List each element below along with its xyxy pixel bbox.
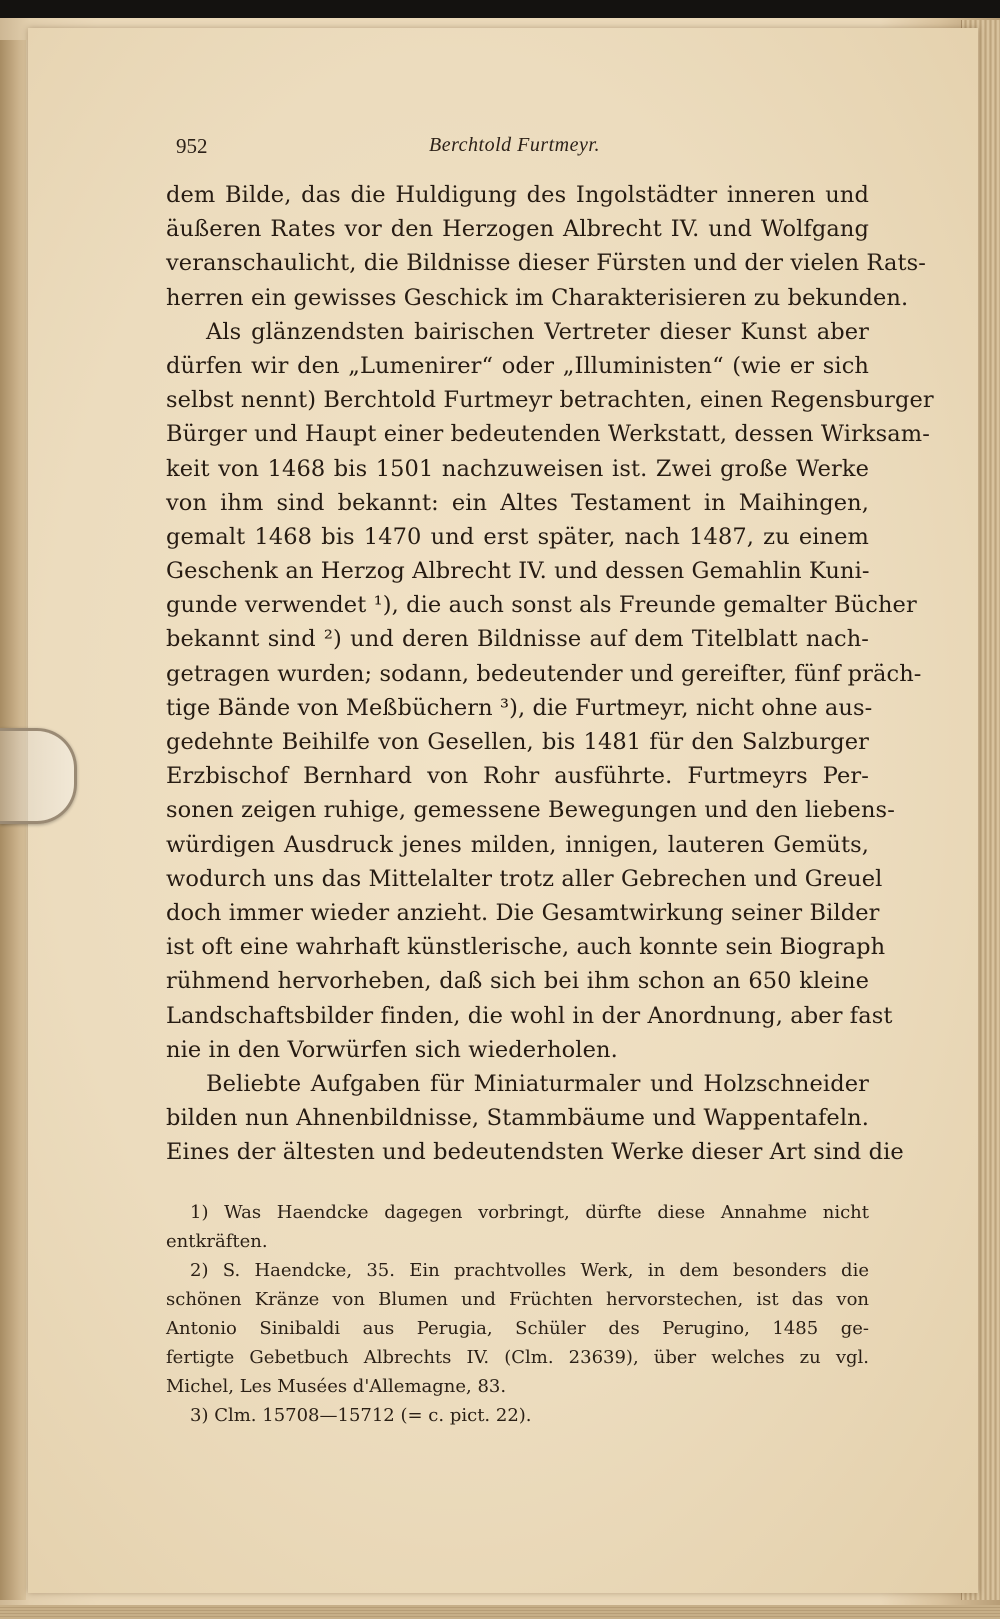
page-number: 952 bbox=[176, 134, 208, 158]
body-line: Beliebte Aufgaben für Miniaturmaler und Holzschneider bbox=[206, 1070, 869, 1097]
body-line: bilden nun Ahnenbildnisse, Stammbäume und Wappentafeln. bbox=[166, 1105, 869, 1132]
body-line: Erzbischof Bernhard von Rohr ausführte. Furtmeyrs Per- bbox=[166, 763, 869, 790]
body-line: gedehnte Beihilfe von Gesellen, bis 1481 für den Salzburger bbox=[166, 729, 869, 755]
body-line: getragen wurden; sodann, bedeutender und gereifter, fünf präch- bbox=[166, 660, 922, 687]
body-line: bekannt sind ²) und deren Bildnisse auf dem Titelblatt nach- bbox=[166, 626, 869, 653]
footnote-line: fertigte Gebetbuch Albrechts IV. (Clm. 23639), über welches zu vgl. bbox=[166, 1347, 869, 1368]
body-line: Landschaftsbilder finden, die wohl in der Anordnung, aber fast bbox=[166, 1002, 893, 1029]
body-line: Eines der ältesten und bedeutendsten Werke dieser Art sind die bbox=[166, 1139, 904, 1166]
body-line: rühmend hervorheben, daß sich bei ihm schon an 650 kleine bbox=[166, 968, 869, 995]
footnote-line: entkräften. bbox=[166, 1231, 268, 1252]
page-header bbox=[176, 134, 866, 164]
footnote-line: schönen Kränze von Blumen und Früchten hervorstechen, ist das von bbox=[166, 1289, 869, 1310]
running-title: Berchtold Furtmeyr. bbox=[429, 134, 600, 156]
body-line: Geschenk an Herzog Albrecht IV. und dessen Gemahlin Kuni- bbox=[166, 558, 870, 585]
body-line: veranschaulicht, die Bildnisse dieser Fürsten und der vielen Rats- bbox=[166, 250, 926, 277]
body-line: nie in den Vorwürfen sich wiederholen. bbox=[166, 1036, 618, 1063]
footnote-line: 3) Clm. 15708—15712 (= c. pict. 22). bbox=[190, 1405, 532, 1426]
body-line: wodurch uns das Mittelalter trotz aller Gebrechen und Greuel bbox=[166, 865, 883, 892]
body-line: selbst nennt) Berchtold Furtmeyr betrachten, einen Regensburger bbox=[166, 387, 934, 414]
footnote-line: Antonio Sinibaldi aus Perugia, Schüler des Perugino, 1485 ge- bbox=[166, 1318, 869, 1339]
body-line: Bürger und Haupt einer bedeutenden Werkstatt, dessen Wirksam- bbox=[166, 421, 930, 448]
page-clip bbox=[0, 728, 77, 824]
footnote-line: 2) S. Haendcke, 35. Ein prachtvolles Werk, in dem besonders die bbox=[190, 1260, 869, 1281]
footnote-line: Michel, Les Musées d'Allemagne, 83. bbox=[166, 1376, 507, 1397]
body-line: sonen zeigen ruhige, gemessene Bewegungen und den liebens- bbox=[166, 797, 895, 824]
body-line: dem Bilde, das die Huldigung des Ingolstädter inneren und bbox=[166, 182, 869, 208]
body-line: tige Bände von Meßbüchern ³), die Furtmeyr, nicht ohne aus- bbox=[166, 694, 873, 721]
body-line: Als glänzendsten bairischen Vertreter dieser Kunst aber bbox=[206, 318, 869, 345]
body-line: würdigen Ausdruck jenes milden, innigen, lauteren Gemüts, bbox=[166, 831, 869, 858]
body-line: doch immer wieder anzieht. Die Gesamtwirkung seiner Bilder bbox=[166, 899, 880, 926]
body-line: keit von 1468 bis 1501 nachzuweisen ist. Zwei große Werke bbox=[166, 455, 869, 482]
body-line: gemalt 1468 bis 1470 und erst später, nach 1487, zu einem bbox=[166, 523, 869, 550]
body-text bbox=[166, 178, 934, 1169]
body-line: gunde verwendet ¹), die auch sonst als Freunde gemalter Bücher bbox=[166, 592, 917, 619]
body-line: äußeren Rates vor den Herzogen Albrecht IV. und Wolfgang bbox=[166, 216, 869, 243]
footnotes bbox=[166, 1198, 869, 1430]
body-line: von ihm sind bekannt: ein Altes Testament in Maihingen, bbox=[166, 489, 869, 516]
footnote-line: 1) Was Haendcke dagegen vorbringt, dürfte diese Annahme nicht bbox=[190, 1202, 869, 1223]
body-line: ist oft eine wahrhaft künstlerische, auch konnte sein Biograph bbox=[166, 934, 886, 961]
body-line: dürfen wir den „Lumenirer“ oder „Illuministen“ (wie er sich bbox=[166, 352, 869, 379]
bottom-page-edges bbox=[0, 1605, 1000, 1619]
body-line: herren ein gewisses Geschick im Charakterisieren zu bekunden. bbox=[166, 284, 909, 311]
